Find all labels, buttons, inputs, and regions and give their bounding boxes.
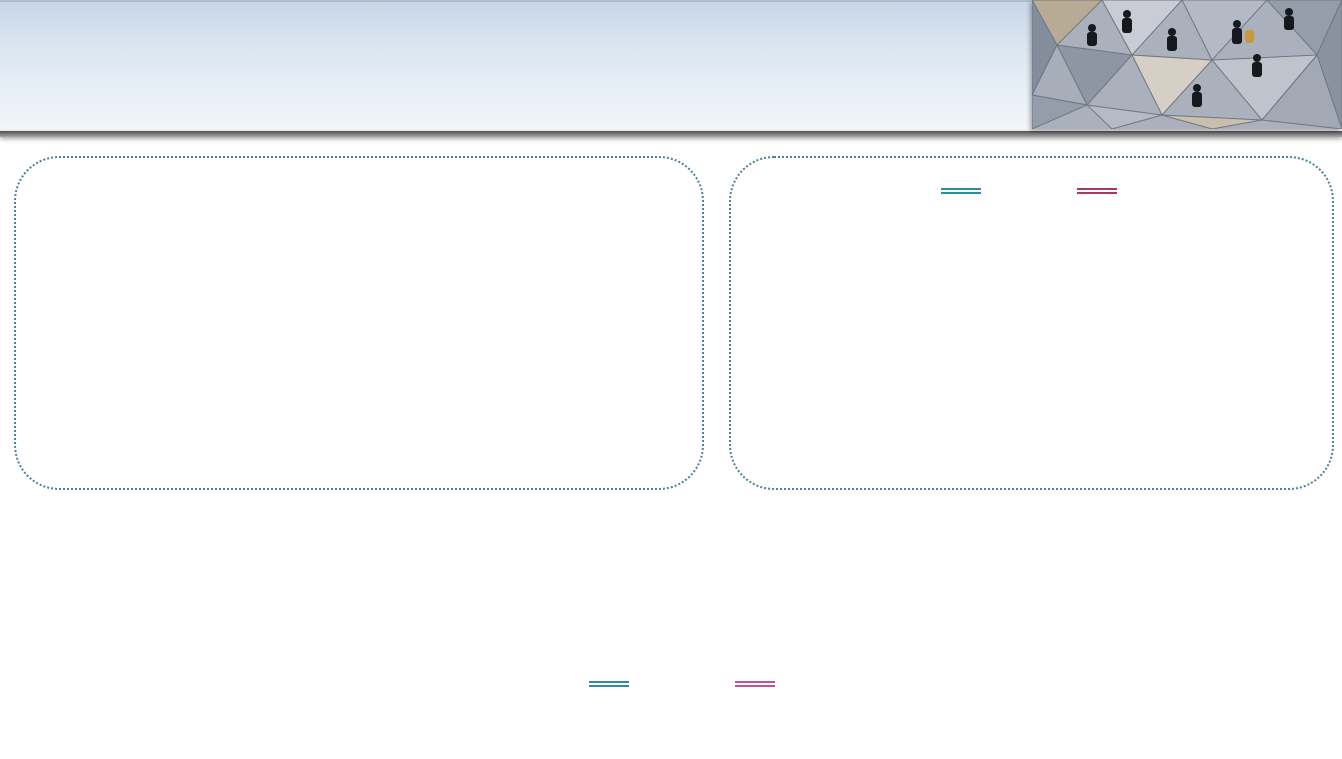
- timeline-chart-block: [333, 487, 1037, 712]
- politics-line-chart: [761, 214, 1321, 419]
- legend-item-negative: [1077, 188, 1123, 194]
- metron-forum-logo: [1032, 0, 1342, 129]
- positive-line-swatch: [941, 188, 981, 194]
- header-divider-bar: [0, 131, 1342, 137]
- logo-mosaic-image: [1032, 0, 1342, 129]
- timeline-line-chart: [333, 490, 1037, 656]
- legend-item-positive: [941, 188, 987, 194]
- positive-line-swatch: [589, 681, 629, 687]
- timeline-legend: [333, 681, 1037, 687]
- overall-opinion-panel: [14, 156, 704, 490]
- overall-bar-chart: [16, 158, 702, 488]
- negative-line-swatch: [1077, 188, 1117, 194]
- politics-legend: [731, 188, 1332, 194]
- legend-item-negative: [735, 681, 781, 687]
- negative-line-swatch: [735, 681, 775, 687]
- legend-item-positive: [589, 681, 635, 687]
- politics-panel: [729, 156, 1334, 490]
